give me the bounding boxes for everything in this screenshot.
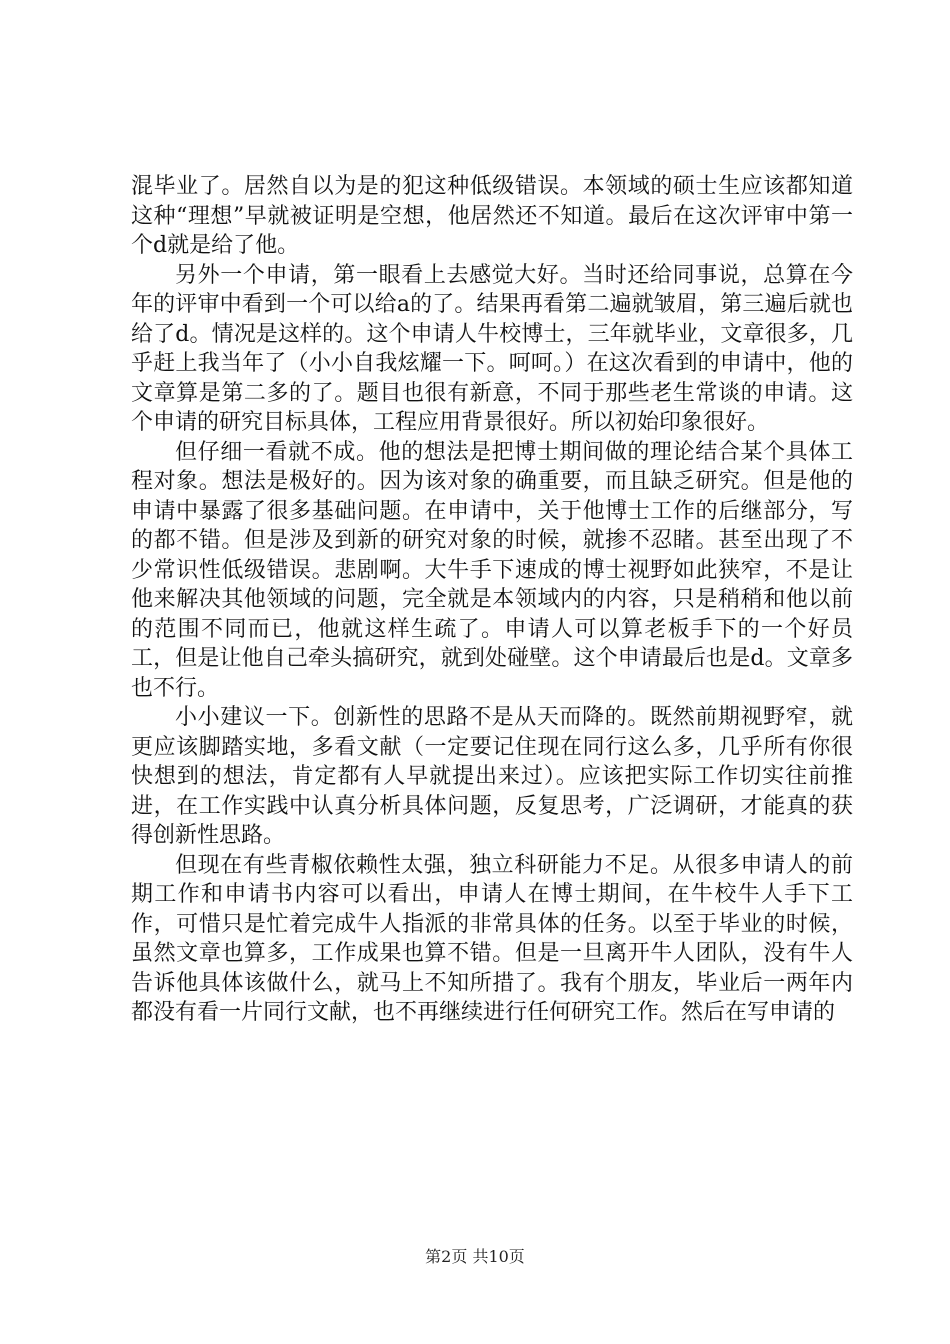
paragraph-2: 另外一个申请，第一眼看上去感觉大好。当时还给同事说，总算在今年的评审中看到一个可以给a的了。结果再看第二遍就皱眉，第三遍后就也给了d。情况是这样的。这个申请人牛校博士，三年就毕业，文章很多，几乎赶上我当年了（小小自我炫耀一下。呵呵。）在这次看到的申请中，他的文章算是第二多的了。题目也很有新意，不同于那些老生常谈的申请。这个申请的研究目标具体，工程应用背景很好。所以初始印象很好。 xyxy=(131,262,853,435)
page-footer: 第2页 共10页 xyxy=(425,1247,525,1266)
paragraph-5: 但现在有些青椒依赖性太强，独立科研能力不足。从很多申请人的前期工作和申请书内容可以看出，申请人在博士期间，在牛校牛人手下工作，可惜只是忙着完成牛人指派的非常具体的任务。以至于毕业的时候，虽然文章也算多，工作成果也算不错。但是一旦离开牛人团队，没有牛人告诉他具体该做什么，就马上不知所措了。我有个朋友，毕业后一两年内都没有看一片同行文献，也不再继续进行任何研究工作。然后在写申请的 xyxy=(131,852,853,1025)
paragraph-3: 但仔细一看就不成。他的想法是把博士期间做的理论结合某个具体工程对象。想法是极好的。因为该对象的确重要，而且缺乏研究。但是他的申请中暴露了很多基础问题。在申请中，关于他博士工作的后继部分，写的都不错。但是涉及到新的研究对象的时候，就掺不忍睹。甚至出现了不少常识性低级错误。悲剧啊。大牛手下速成的博士视野如此狭窄，不是让他来解决其他领域的问题，完全就是本领域内的内容，只是稍稍和他以前的范围不同而已，他就这样生疏了。申请人可以算老板手下的一个好员工，但是让他自己牵头搞研究，就到处碰壁。这个申请最后也是d。文章多也不行。 xyxy=(131,439,853,701)
paragraph-1: 混毕业了。居然自以为是的犯这种低级错误。本领域的硕士生应该都知道这种“理想”早就被证明是空想，他居然还不知道。最后在这次评审中第一个d就是给了他。 xyxy=(131,174,853,258)
document-body xyxy=(131,172,853,1028)
paragraph-4: 小小建议一下。创新性的思路不是从天而降的。既然前期视野窄，就更应该脚踏实地，多看文献（一定要记住现在同行这么多，几乎所有你很快想到的想法，肯定都有人早就提出来过）。应该把实际工作切实往前推进，在工作实践中认真分析具体问题，反复思考，广泛调研，才能真的获得创新性思路。 xyxy=(131,705,853,848)
